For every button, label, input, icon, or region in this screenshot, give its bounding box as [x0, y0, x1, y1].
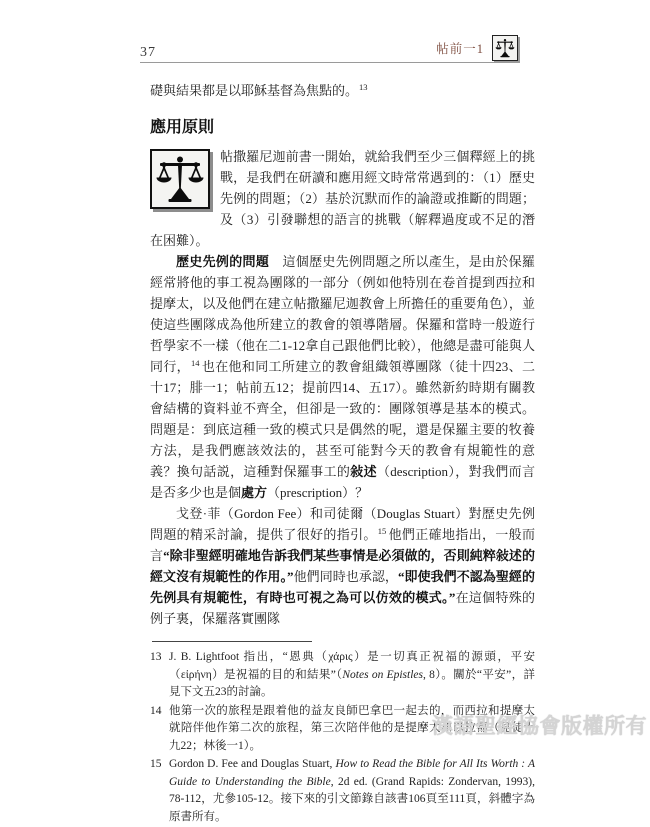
- footnote-text: [169, 649, 535, 702]
- header-right-group: [436, 35, 518, 61]
- fee-stuart-paragraph: [150, 503, 535, 629]
- book-chapter-ref: 帖前一1: [436, 42, 484, 56]
- history-text-1: 這個歷史先例問題之所以產生，是由於保羅經常將他的事工視為團隊的一部分（例如他特別在卷首提到西拉和提摩太，以及他們在建立帖撒羅尼迦教會上所擔任的重要角色），並使這些團隊成為他所建立的教會的領導階層。保羅和當時一般遊行哲學家不一樣（他在二1-12拿自己跟他們比較），他總是盡可能與人同行，: [150, 254, 535, 374]
- page-header: [140, 34, 518, 61]
- fee-text-4: 在這個特殊的例子裏，保羅落實團隊: [150, 590, 535, 626]
- intro-text: 礎與結果都是以耶穌基督為焦點的。: [150, 83, 359, 98]
- fee-text-1: 戈登·菲（Gordon Fee）和司徒爾（Douglas Stuart）對歷史先例問題的精采討論，提供了很好的指引。: [150, 506, 535, 542]
- footnote-ref-14: 14: [191, 357, 200, 368]
- footnote-ref-13: 13: [359, 81, 368, 92]
- footnote-13: [150, 649, 535, 702]
- intro-paragraph: [150, 80, 535, 101]
- footnote-text: [169, 756, 535, 826]
- application-paragraph: [150, 146, 535, 251]
- footnote-number: 15: [150, 758, 162, 770]
- footnote-number: 13: [150, 651, 162, 663]
- footnote-15: [150, 756, 535, 826]
- scales-icon: [492, 35, 518, 61]
- footnote-15-title: How to Read the Bible for All Its Worth : A Guide to Understanding the Bible: [169, 758, 535, 788]
- inline-heading-history-precedent: 歷史先例的問題: [176, 254, 270, 269]
- footnote-separator: [152, 641, 312, 642]
- footnote-13-text: J. B. Lightfoot 指出，“恩典（χάρις）是一切真正祝福的源頭，平安（εἰρήνη）是祝福的目的和結果”（: [169, 651, 535, 681]
- bold-term-description: 敍述: [350, 464, 377, 479]
- header-rule: [140, 62, 518, 63]
- scales-illustration-icon: [150, 149, 210, 209]
- copyright-watermark: 漢語聖經協會版權所有: [432, 715, 647, 738]
- footnote-15-text-post: , 2d ed. (Grand Rapids: Zondervan, 1993), 78-112，尤參105-12。接下來的引文節錄自該書106頁至111頁，斜體字為原書所有。: [169, 775, 535, 823]
- fee-text-2: 他們正確地指出，一般而言: [150, 527, 535, 563]
- bold-quote-1: “除非聖經明確地告訴我們某些事情是必須做的，否則純粹敍述的經文沒有規範性的作用。”: [150, 548, 535, 584]
- history-text-2: 也在他和同工所建立的教會組織領導團隊（徒十四23、二十17；腓一1；帖前五12；提前四14、五17）。雖然新約時期有關教會結構的資料並不齊全，但卻是一致的：團隊領導是基本的模式。問題是：到底這種一致的模式只是偶然的呢，還是保羅主要的牧養方法，是我們應該效法的，甚至可能對今天的教會有規範性的意義？換句話説，這種對保羅事工的: [150, 359, 535, 479]
- history-text-4: （prescription）？: [267, 485, 369, 500]
- footnote-number: 14: [150, 704, 162, 717]
- footnote-ref-15: 15: [377, 525, 387, 536]
- footnote-13-title: Notes on Epistles: [342, 668, 423, 681]
- application-text: 帖撒羅尼迦前書一開始，就給我們至少三個釋經上的挑戰，是我們在研讀和應用經文時常常遇到的：（1）歷史先例的問題；（2）基於沉默而作的論證或推斷的問題；及（3）引發聯想的語言的挑戰（解釋過度或不足的潛在困難）。: [150, 149, 535, 248]
- fee-text-3: 他們同時也承認，: [293, 569, 398, 584]
- footnote-13-text-post: , 8）。關於“平安”，詳見下文五23的討論。: [169, 668, 535, 698]
- footnote-14-text: 他第一次的旅程是跟着他的益友良師巴拿巴一起去的，而西拉和提摩太就陪伴他作第二次的旅程，第三次陪伴他的是提摩太和以拉都（見徒十九22；林後一1）。: [169, 704, 535, 752]
- section-heading: 應用原則: [150, 119, 215, 136]
- bold-term-prescription: 處方: [241, 485, 268, 500]
- history-text-3: （description），對我們而言是否多少也是個: [150, 464, 535, 500]
- page-number: 37: [140, 45, 156, 60]
- bold-quote-2: “即使我們不認為聖經的先例具有規範性，有時也可視之為可以仿效的模式。”: [150, 569, 535, 605]
- history-precedent-paragraph: [150, 251, 535, 503]
- footnote-15-text: Gordon D. Fee and Douglas Stuart,: [169, 758, 336, 770]
